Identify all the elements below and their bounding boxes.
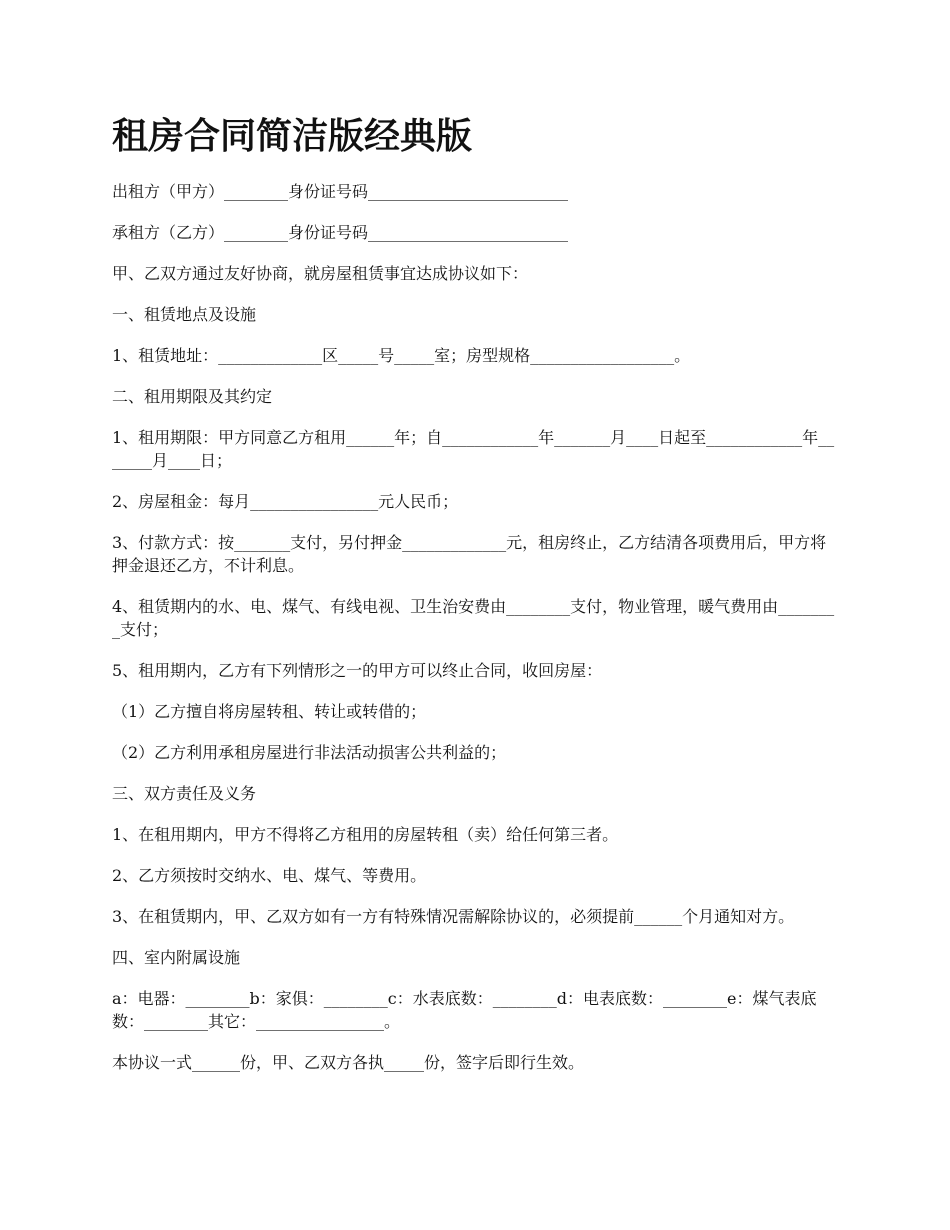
section-heading-1: 一、租赁地点及设施 <box>112 305 257 324</box>
paragraph-lessee: 承租方（乙方）________身份证号码_________________________ <box>112 223 569 242</box>
paragraph-utilities: 4、租赁期内的水、电、煤气、有线电视、卫生治安费由________支付，物业管理，暖气费用由________支付； <box>112 597 835 639</box>
paragraph-payment: 3、付款方式：按_______支付，另付押金_____________元，租房终止，乙方结清各项费用后，甲方将押金退还乙方，不计利息。 <box>112 533 827 575</box>
document-title: 租房合同简洁版经典版 <box>112 115 473 157</box>
paragraph-duty-2: 2、乙方须按时交纳水、电、煤气、等费用。 <box>112 866 427 885</box>
document-body <box>112 180 838 1092</box>
paragraph-address: 1、租赁地址：_____________区_____号_____室；房型规格__________________。 <box>112 346 691 365</box>
paragraph-rent: 2、房屋租金：每月________________元人民币； <box>112 492 459 511</box>
paragraph-clause-2: （2）乙方利用承租房屋进行非法活动损害公共利益的； <box>112 743 507 762</box>
paragraph-termination: 5、租用期内，乙方有下列情形之一的甲方可以终止合同，收回房屋： <box>112 661 603 680</box>
paragraph-facilities: a：电器：________b：家俱：________c：水表底数：________d：电表底数：________e：煤气表底数：________其它：________________。 <box>112 989 817 1031</box>
paragraph-closing: 本协议一式______份，甲、乙双方各执_____份，签字后即行生效。 <box>112 1053 585 1072</box>
paragraph-intro: 甲、乙双方通过友好协商，就房屋租赁事宜达成协议如下： <box>112 264 529 283</box>
section-heading-4: 四、室内附属设施 <box>112 948 241 967</box>
paragraph-duty-3: 3、在租赁期内，甲、乙双方如有一方有特殊情况需解除协议的，必须提前______个月通知对方。 <box>112 907 795 926</box>
paragraph-lessor: 出租方（甲方）________身份证号码_________________________ <box>112 182 569 201</box>
section-heading-3: 三、双方责任及义务 <box>112 784 257 803</box>
paragraph-duty-1: 1、在租用期内，甲方不得将乙方租用的房屋转租（卖）给任何第三者。 <box>112 825 619 844</box>
paragraph-term: 1、租用期限：甲方同意乙方租用______年；自____________年_______月____日起至____________年_______月____日； <box>112 428 835 470</box>
section-heading-2: 二、租用期限及其约定 <box>112 387 273 406</box>
paragraph-clause-1: （1）乙方擅自将房屋转租、转让或转借的； <box>112 702 427 721</box>
